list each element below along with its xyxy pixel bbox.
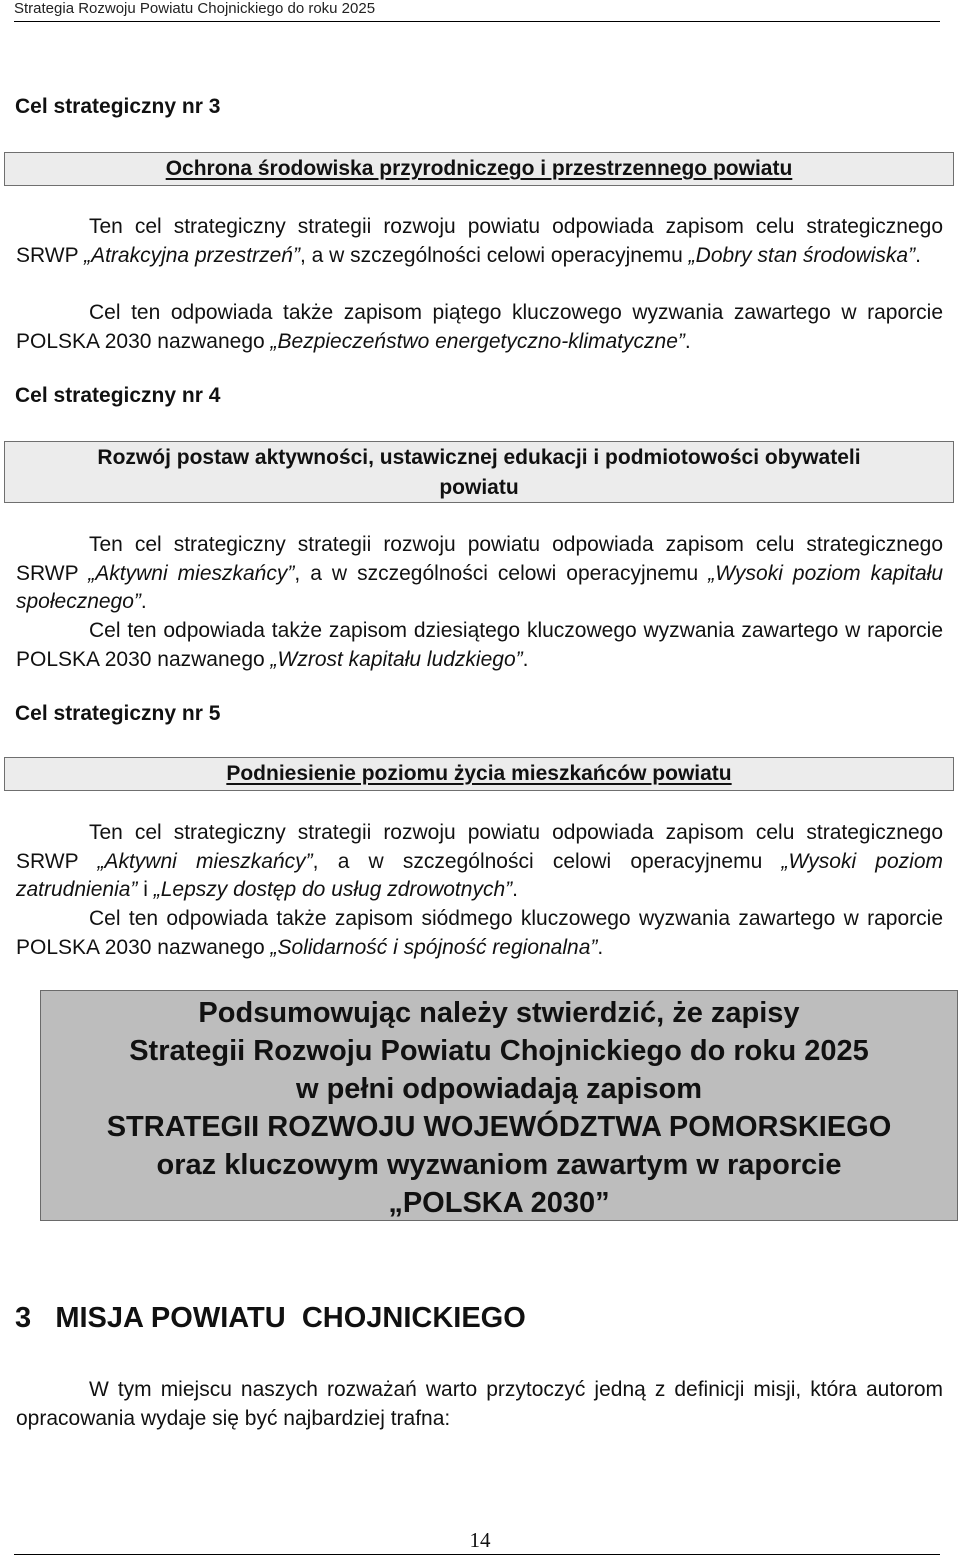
section-heading — [15, 1302, 526, 1335]
goal-3-paragraph-1: Ten cel strategiczny strategii rozwoju powiatu odpowiada zapisom celu strategicznego SRWP „Atrakcyjna przestrzeń”, a w szczególności celowi operacyjnemu „Dobry stan środowiska”. — [16, 215, 943, 267]
goal-4-paragraph-2: Cel ten odpowiada także zapisom dziesiątego kluczowego wyzwania zawartego w raporcie POLSKA 2030 nazwanego „Wzrost kapitału ludzkiego”. — [16, 619, 943, 671]
section-number: 3 — [15, 1302, 32, 1334]
goal-4-title-line-2: powiatu — [439, 476, 519, 499]
summary-box — [40, 990, 958, 1221]
goal-4-title-box — [4, 441, 954, 503]
goal-4-title-line-1: Rozwój postaw aktywności, ustawicznej edukacji i podmiotowości obywateli — [97, 446, 861, 469]
section-paragraph: W tym miejscu naszych rozważań warto przytoczyć jedną z definicji misji, która autorom opracowania wydaje się być najbardziej trafna: — [16, 1378, 943, 1430]
goal-5-title: Podniesienie poziomu życia mieszkańców powiatu — [226, 762, 732, 785]
footer-rule — [14, 1554, 940, 1555]
summary-line-3: w pełni odpowiadają zapisom — [295, 1073, 703, 1105]
goal-3-title: Ochrona środowiska przyrodniczego i przestrzennego powiatu — [165, 157, 793, 180]
goal-4-paragraph-1: Ten cel strategiczny strategii rozwoju powiatu odpowiada zapisom celu strategicznego SRWP „Aktywni mieszkańcy”, a w szczególności celowi operacyjnemu „Wysoki poziom kapitału społecznego”. — [16, 533, 944, 613]
goal-3-paragraph-2: Cel ten odpowiada także zapisom piątego kluczowego wyzwania zawartego w raporcie POLSKA 2030 nazwanego „Bezpieczeństwo energetyczno-klimatyczne”. — [16, 301, 943, 353]
goal-5-title-box — [4, 757, 954, 791]
goal-4-heading: Cel strategiczny nr 4 — [15, 384, 221, 407]
goal-5-paragraph-2: Cel ten odpowiada także zapisom siódmego kluczowego wyzwania zawartego w raporcie POLSKA 2030 nazwanego „Solidarność i spójność regionalna”. — [16, 907, 943, 959]
header-rule — [14, 21, 940, 22]
goal-3-heading: Cel strategiczny nr 3 — [15, 95, 221, 118]
summary-line-2: Strategii Rozwoju Powiatu Chojnickiego do roku 2025 — [129, 1035, 869, 1067]
summary-line-6: „POLSKA 2030” — [388, 1187, 610, 1219]
goal-3-title-box — [4, 152, 954, 186]
summary-line-5: oraz kluczowym wyzwaniom zawartym w raporcie — [156, 1149, 842, 1181]
summary-line-1: Podsumowując należy stwierdzić, że zapisy — [198, 997, 800, 1029]
section-title: MISJA POWIATU CHOJNICKIEGO — [55, 1302, 526, 1334]
goal-5-paragraph-1: Ten cel strategiczny strategii rozwoju powiatu odpowiada zapisom celu strategicznego SRWP „Aktywni mieszkańcy”, a w szczególności celowi operacyjnemu „Wysoki poziom zatrudnienia” i „Lepszy dostęp do usług zdrowotnych”. — [16, 821, 943, 901]
running-header: Strategia Rozwoju Powiatu Chojnickiego do roku 2025 — [14, 0, 376, 17]
summary-line-4: STRATEGII ROZWOJU WOJEWÓDZTWA POMORSKIEGO — [106, 1111, 892, 1143]
page-number: 14 — [469, 1528, 491, 1552]
goal-5-heading: Cel strategiczny nr 5 — [15, 702, 221, 725]
